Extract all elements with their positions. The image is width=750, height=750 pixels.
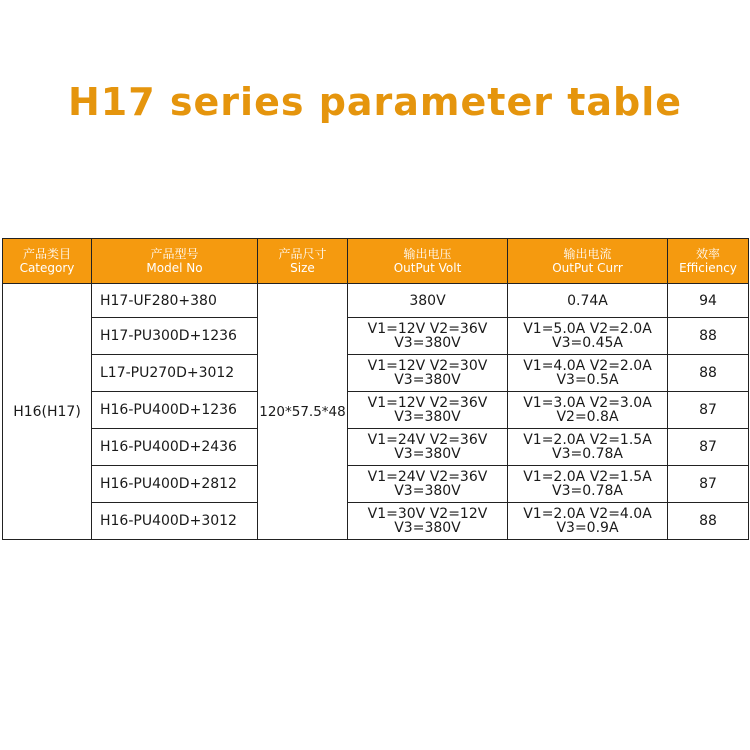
efficiency-cell: 88	[668, 503, 749, 540]
volt-line: V1=12V V2=36V	[367, 321, 488, 337]
header-label-zh: 产品型号	[150, 247, 199, 261]
volt-line: V3=380V	[394, 520, 461, 536]
output-curr-cell	[508, 318, 668, 355]
output-curr-cell	[508, 284, 668, 318]
model-cell: H17-PU300D+1236	[92, 318, 258, 355]
model-cell: L17-PU270D+3012	[92, 355, 258, 392]
table-row	[3, 429, 749, 466]
curr-line: V3=0.45A	[552, 335, 623, 351]
category-cell: H16(H17)	[3, 284, 92, 540]
header-size	[258, 239, 348, 284]
volt-line: V1=24V V2=36V	[367, 432, 488, 448]
efficiency-cell: 88	[668, 318, 749, 355]
output-curr-cell	[508, 392, 668, 429]
efficiency-cell: 94	[668, 284, 749, 318]
model-cell: H16-PU400D+1236	[92, 392, 258, 429]
table-row	[3, 355, 749, 392]
curr-line: V2=0.8A	[556, 409, 619, 425]
page-title: H17 series parameter table	[68, 80, 682, 124]
output-curr-cell	[508, 429, 668, 466]
volt-line: V3=380V	[394, 409, 461, 425]
output-volt-cell	[348, 318, 508, 355]
header-category	[3, 239, 92, 284]
table-row	[3, 318, 749, 355]
curr-line: V1=4.0A V2=2.0A	[523, 358, 652, 374]
header-output-volt	[348, 239, 508, 284]
header-efficiency	[668, 239, 749, 284]
volt-line: V3=380V	[394, 446, 461, 462]
output-volt-cell	[348, 284, 508, 318]
volt-line: V3=380V	[394, 372, 461, 388]
output-volt-cell	[348, 392, 508, 429]
header-label-zh: 产品类目	[22, 247, 71, 261]
curr-line: V1=2.0A V2=1.5A	[523, 432, 652, 448]
table-row	[3, 466, 749, 503]
table-row	[3, 284, 749, 318]
size-cell: 120*57.5*48	[258, 284, 348, 540]
efficiency-cell: 88	[668, 355, 749, 392]
volt-line: V1=12V V2=30V	[367, 358, 488, 374]
volt-line: 380V	[409, 292, 446, 309]
volt-line: V3=380V	[394, 483, 461, 499]
efficiency-cell: 87	[668, 429, 749, 466]
output-curr-cell	[508, 355, 668, 392]
curr-line: V3=0.78A	[552, 446, 623, 462]
curr-line: V3=0.5A	[556, 372, 619, 388]
table-row	[3, 503, 749, 540]
curr-line: V1=2.0A V2=1.5A	[523, 469, 652, 485]
curr-line: 0.74A	[567, 292, 608, 309]
header-label-zh: 效率	[695, 247, 720, 261]
header-label-zh: 输出电压	[403, 247, 452, 261]
header-label-en: Model No	[146, 261, 203, 275]
table-header-row	[3, 239, 749, 284]
header-label-zh: 输出电流	[563, 247, 612, 261]
model-cell: H16-PU400D+2812	[92, 466, 258, 503]
volt-line: V3=380V	[394, 335, 461, 351]
model-cell: H17-UF280+380	[92, 284, 258, 318]
output-volt-cell	[348, 429, 508, 466]
parameter-table	[2, 238, 749, 540]
output-volt-cell	[348, 466, 508, 503]
efficiency-cell: 87	[668, 466, 749, 503]
output-curr-cell	[508, 503, 668, 540]
header-label-en: Size	[290, 261, 315, 275]
header-label-en: Category	[19, 261, 75, 275]
output-volt-cell	[348, 355, 508, 392]
header-model	[92, 239, 258, 284]
curr-line: V1=5.0A V2=2.0A	[523, 321, 652, 337]
table-row	[3, 392, 749, 429]
output-volt-cell	[348, 503, 508, 540]
header-label-zh: 产品尺寸	[278, 247, 327, 261]
header-label-en: Efficiency	[679, 261, 737, 275]
efficiency-cell: 87	[668, 392, 749, 429]
curr-line: V3=0.9A	[556, 520, 619, 536]
volt-line: V1=24V V2=36V	[367, 469, 488, 485]
header-label-en: OutPut Curr	[552, 261, 623, 275]
volt-line: V1=30V V2=12V	[367, 506, 488, 522]
volt-line: V1=12V V2=36V	[367, 395, 488, 411]
model-cell: H16-PU400D+3012	[92, 503, 258, 540]
header-label-en: OutPut Volt	[393, 261, 462, 275]
curr-line: V3=0.78A	[552, 483, 623, 499]
curr-line: V1=2.0A V2=4.0A	[523, 506, 652, 522]
model-cell: H16-PU400D+2436	[92, 429, 258, 466]
curr-line: V1=3.0A V2=3.0A	[523, 395, 652, 411]
header-output-curr	[508, 239, 668, 284]
output-curr-cell	[508, 466, 668, 503]
